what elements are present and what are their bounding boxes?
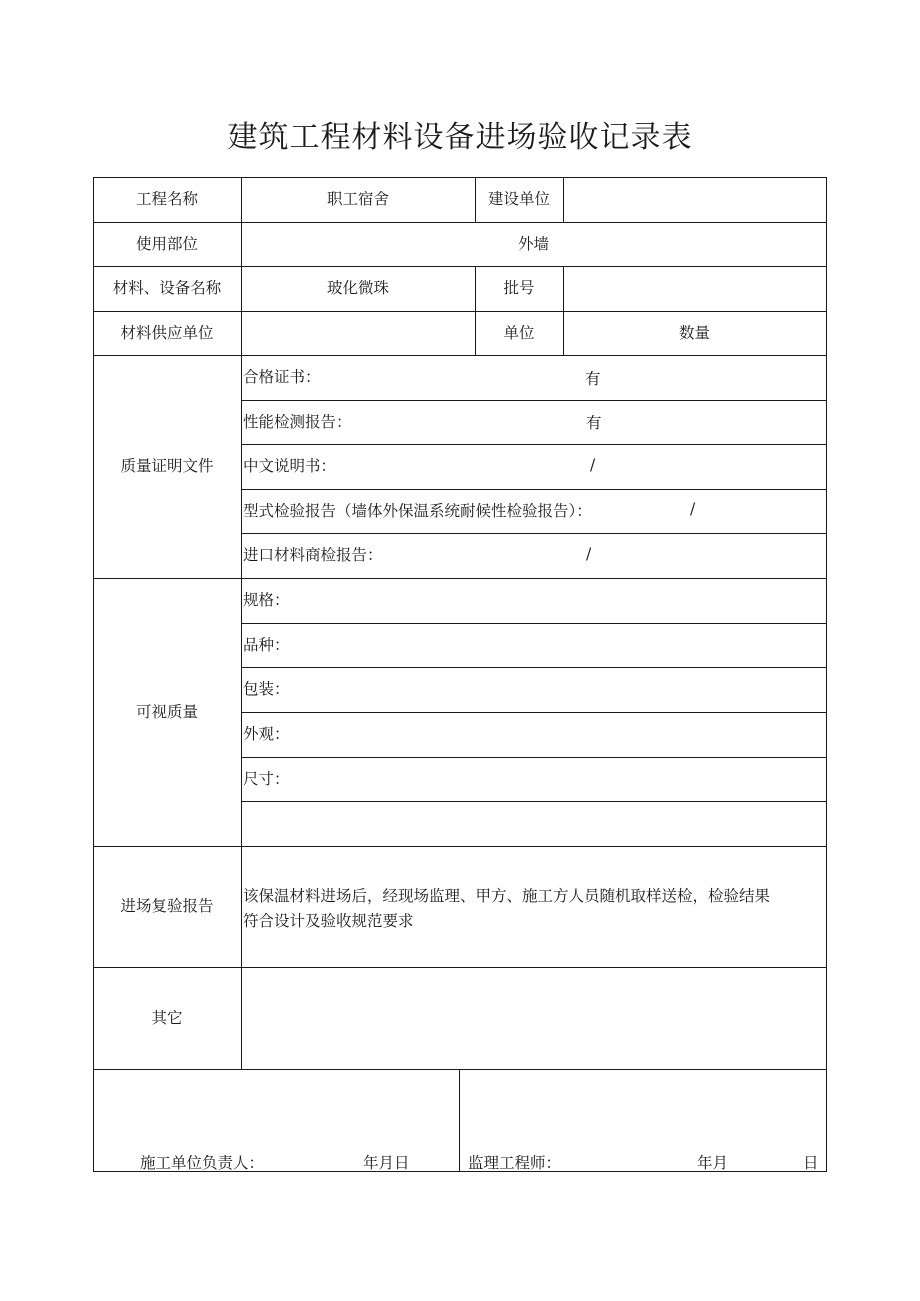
visual-quality-item: 品种： xyxy=(243,635,290,654)
material-name-label: 材料、设备名称 xyxy=(112,279,222,298)
other-value xyxy=(241,967,826,1069)
visual-quality-item: 包装： xyxy=(243,680,290,699)
visual-quality-item xyxy=(241,801,826,846)
other-label: 其它 xyxy=(151,1008,183,1027)
quality-doc-item: 中文说明书： xyxy=(243,457,337,476)
supplier-label: 材料供应单位 xyxy=(120,323,214,342)
contractor-date: 年月日 xyxy=(363,1154,410,1172)
retest-line-1: 该保温材料进场后，经现场监理、甲方、施工方人员随机取样送检，检验结果 xyxy=(243,887,771,905)
project-name-value: 职工宿舍 xyxy=(326,190,389,209)
retest-label-text: 进场复验报告 xyxy=(120,897,214,916)
quality-doc-item: 型式检验报告（墙体外保温系统耐候性检验报告）： xyxy=(243,501,592,520)
quality-doc-item: 合格证书： xyxy=(243,368,321,387)
supervisor-year-month: 年月 xyxy=(697,1154,729,1172)
usage-part-label: 使用部位 xyxy=(135,234,198,253)
usage-part-value: 外墙 xyxy=(517,234,549,253)
quantity-label: 数量 xyxy=(678,323,710,342)
acceptance-form xyxy=(93,177,827,1172)
contractor-signature-label: 施工单位负责人： xyxy=(140,1154,265,1172)
builder-label: 建设单位 xyxy=(487,190,550,209)
visual-quality-item: 规格： xyxy=(243,591,290,610)
quality-doc-value: / xyxy=(590,456,596,474)
visual-quality-item: 尺寸： xyxy=(243,769,290,788)
page-title: 建筑工程材料设备进场验收记录表 xyxy=(227,120,693,155)
quality-doc-value: / xyxy=(586,545,592,563)
project-name-label: 工程名称 xyxy=(135,190,198,209)
quality-doc-value: / xyxy=(690,500,696,518)
batch-label: 批号 xyxy=(503,279,535,298)
quality-docs-label: 质量证明文件 xyxy=(120,457,214,476)
unit-label: 单位 xyxy=(503,323,535,342)
quality-doc-value: 有 xyxy=(586,414,602,432)
quality-doc-value: 有 xyxy=(585,370,601,388)
builder-value xyxy=(563,177,826,222)
supplier-value xyxy=(241,311,475,355)
batch-value xyxy=(563,266,826,311)
supervisor-signature-label: 监理工程师： xyxy=(468,1154,562,1172)
quality-doc-item: 性能检测报告： xyxy=(243,412,352,431)
material-name-value: 玻化微珠 xyxy=(326,279,389,298)
retest-line-2: 符合设计及验收规范要求 xyxy=(243,912,414,930)
quality-doc-item: 进口材料商检报告： xyxy=(243,546,383,565)
visual-quality-label: 可视质量 xyxy=(135,702,198,721)
supervisor-day: 日 xyxy=(803,1154,819,1172)
visual-quality-item: 外观： xyxy=(243,725,290,744)
retest-label xyxy=(93,846,241,967)
